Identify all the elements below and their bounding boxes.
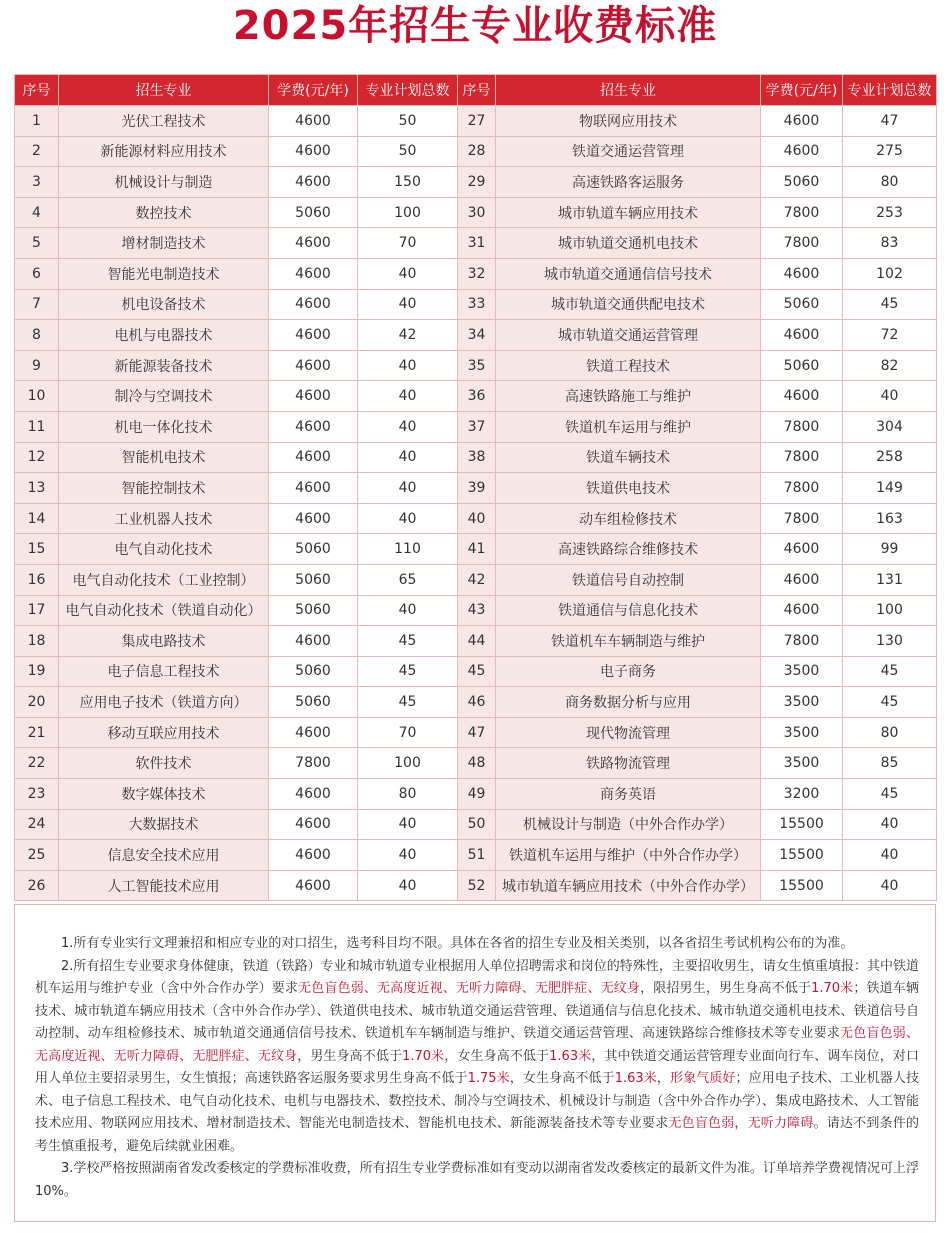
cell-fee-left: 4600 xyxy=(269,320,358,351)
cell-major-left: 大数据技术 xyxy=(59,809,269,840)
cell-no-left: 8 xyxy=(15,320,59,351)
cell-fee-left: 7800 xyxy=(269,748,358,779)
cell-fee-right: 3200 xyxy=(761,779,843,810)
note-text: 3.学校严格按照湖南省发改委核定的学费标准收费，所有招生专业学费标准如有变动以湖南省发改委核定的最新文件为准。订单培养学费视情况可上浮10%。 xyxy=(35,1161,919,1199)
cell-major-left: 新能源装备技术 xyxy=(59,350,269,381)
cell-major-right: 铁路物流管理 xyxy=(496,748,761,779)
cell-plan-right: 275 xyxy=(843,136,937,167)
table-row xyxy=(15,320,937,351)
cell-plan-left: 40 xyxy=(358,595,458,626)
cell-major-left: 人工智能技术应用 xyxy=(59,870,269,901)
cell-fee-left: 5060 xyxy=(269,595,358,626)
cell-no-right: 49 xyxy=(458,779,496,810)
cell-major-right: 铁道机车运用与维护 xyxy=(496,411,761,442)
cell-no-right: 38 xyxy=(458,442,496,473)
header-no-left: 序号 xyxy=(15,75,59,106)
note-text: 1.所有专业实行文理兼招和相应专业的对口招生，选考科目均不限。具体在各省的招生专业及相关类别，以各省招生考试机构公布的为准。 xyxy=(61,936,854,951)
cell-no-left: 6 xyxy=(15,258,59,289)
fee-table-container xyxy=(14,74,936,901)
cell-plan-right: 163 xyxy=(843,503,937,534)
cell-fee-right: 5060 xyxy=(761,167,843,198)
cell-no-right: 35 xyxy=(458,350,496,381)
cell-plan-right: 45 xyxy=(843,779,937,810)
cell-fee-left: 5060 xyxy=(269,687,358,718)
cell-fee-left: 4600 xyxy=(269,136,358,167)
note-text: ，男生身高不低于 xyxy=(297,1048,403,1064)
note-highlight: 无听力障碍 xyxy=(747,1116,814,1131)
cell-plan-right: 72 xyxy=(843,320,937,351)
cell-plan-left: 110 xyxy=(358,534,458,565)
cell-major-left: 电子信息工程技术 xyxy=(59,656,269,687)
cell-plan-left: 70 xyxy=(358,228,458,259)
note-text: ， xyxy=(656,1071,670,1086)
cell-no-left: 12 xyxy=(15,442,59,473)
cell-fee-right: 5060 xyxy=(761,289,843,320)
note-text: 2.所有招生专业要求身体健康，铁道（铁路）专业和城市轨道专业根据用人单位招聘需求和岗位的特殊性，主要招收男生，请女生慎重填报：其中铁道机车运用与维护专业（含中外合作办学）要求 xyxy=(35,958,919,996)
table-header-row xyxy=(15,75,937,106)
cell-major-right: 铁道供电技术 xyxy=(496,473,761,504)
note-paragraph xyxy=(35,956,919,1159)
cell-plan-left: 40 xyxy=(358,381,458,412)
cell-major-left: 制冷与空调技术 xyxy=(59,381,269,412)
table-row xyxy=(15,779,937,810)
cell-no-right: 33 xyxy=(458,289,496,320)
cell-no-left: 7 xyxy=(15,289,59,320)
cell-no-right: 39 xyxy=(458,473,496,504)
cell-fee-right: 15500 xyxy=(761,809,843,840)
table-row xyxy=(15,197,937,228)
cell-plan-left: 40 xyxy=(358,350,458,381)
cell-no-right: 44 xyxy=(458,626,496,657)
cell-plan-left: 40 xyxy=(358,258,458,289)
cell-major-right: 城市轨道车辆应用技术（中外合作办学） xyxy=(496,870,761,901)
cell-no-left: 10 xyxy=(15,381,59,412)
cell-fee-left: 4600 xyxy=(269,442,358,473)
cell-no-right: 28 xyxy=(458,136,496,167)
cell-no-right: 41 xyxy=(458,534,496,565)
cell-plan-right: 304 xyxy=(843,411,937,442)
cell-major-right: 城市轨道交通机电技术 xyxy=(496,228,761,259)
note-text: ， xyxy=(734,1116,748,1131)
cell-major-left: 电气自动化技术（工业控制） xyxy=(59,564,269,595)
cell-fee-right: 4600 xyxy=(761,595,843,626)
cell-plan-right: 149 xyxy=(843,473,937,504)
cell-no-left: 15 xyxy=(15,534,59,565)
cell-no-right: 51 xyxy=(458,840,496,871)
table-row xyxy=(15,503,937,534)
cell-major-left: 集成电路技术 xyxy=(59,626,269,657)
cell-major-left: 光伏工程技术 xyxy=(59,106,269,137)
note-highlight: 形象气质好 xyxy=(669,1071,736,1086)
header-plan-left: 专业计划总数 xyxy=(358,75,458,106)
cell-plan-left: 65 xyxy=(358,564,458,595)
note-text: ，女生身高不低于 xyxy=(509,1071,615,1086)
cell-no-right: 43 xyxy=(458,595,496,626)
cell-plan-left: 40 xyxy=(358,503,458,534)
cell-fee-left: 4600 xyxy=(269,167,358,198)
note-highlight: 1.70米 xyxy=(402,1048,445,1064)
cell-major-left: 应用电子技术（铁道方向） xyxy=(59,687,269,718)
cell-plan-left: 40 xyxy=(358,442,458,473)
cell-no-left: 16 xyxy=(15,564,59,595)
cell-fee-left: 4600 xyxy=(269,779,358,810)
cell-major-right: 高速铁路客运服务 xyxy=(496,167,761,198)
note-paragraph xyxy=(35,1158,919,1203)
cell-no-right: 32 xyxy=(458,258,496,289)
cell-no-left: 25 xyxy=(15,840,59,871)
cell-fee-left: 4600 xyxy=(269,350,358,381)
cell-plan-left: 45 xyxy=(358,687,458,718)
cell-plan-right: 45 xyxy=(843,687,937,718)
cell-plan-right: 40 xyxy=(843,870,937,901)
cell-major-right: 城市轨道交通通信信号技术 xyxy=(496,258,761,289)
note-text: ；铁道车辆技术、城市轨道车辆应用技术（含中外合作办学）、铁道供电技术、城市轨道交通运营管理、铁道通信与信息化技术、城市轨道交通机电技术、铁道信号自动控制、动车组检修技术、城市轨道交通通信信号技术、铁道机车车辆制造与维护、铁道交通运营管理、高速铁路综合维修技术等专业要求 xyxy=(35,981,919,1041)
cell-no-left: 13 xyxy=(15,473,59,504)
cell-major-left: 机械设计与制造 xyxy=(59,167,269,198)
cell-major-left: 电机与电器技术 xyxy=(59,320,269,351)
cell-plan-right: 131 xyxy=(843,564,937,595)
cell-major-right: 铁道通信与信息化技术 xyxy=(496,595,761,626)
cell-no-right: 29 xyxy=(458,167,496,198)
cell-fee-right: 4600 xyxy=(761,564,843,595)
cell-major-right: 机械设计与制造（中外合作办学） xyxy=(496,809,761,840)
cell-plan-right: 40 xyxy=(843,809,937,840)
cell-plan-right: 83 xyxy=(843,228,937,259)
cell-fee-right: 7800 xyxy=(761,473,843,504)
cell-no-right: 52 xyxy=(458,870,496,901)
cell-no-left: 3 xyxy=(15,167,59,198)
cell-no-left: 17 xyxy=(15,595,59,626)
cell-no-left: 9 xyxy=(15,350,59,381)
cell-fee-right: 3500 xyxy=(761,717,843,748)
cell-plan-left: 150 xyxy=(358,167,458,198)
table-row xyxy=(15,258,937,289)
cell-fee-left: 4600 xyxy=(269,106,358,137)
cell-fee-left: 4600 xyxy=(269,503,358,534)
cell-plan-left: 100 xyxy=(358,197,458,228)
note-highlight: 无色盲色弱 xyxy=(668,1116,735,1131)
cell-fee-right: 4600 xyxy=(761,106,843,137)
cell-no-right: 46 xyxy=(458,687,496,718)
fee-table xyxy=(14,74,937,901)
cell-fee-left: 5060 xyxy=(269,656,358,687)
table-row xyxy=(15,350,937,381)
header-major-right: 招生专业 xyxy=(496,75,761,106)
note-text: ；应用电子技术、工业机器人技术、电子信息工程技术、电气自动化技术、电机与电器技术、数控技术、制冷与空调技术、机械设计与制造（含中外合作办学）、集成电路技术、人工智能技术应用、物联网应用技术、增材制造技术、智能光电制造技术、智能机电技术、新能源装备技术等专业要求 xyxy=(35,1071,919,1131)
cell-no-right: 34 xyxy=(458,320,496,351)
cell-fee-right: 3500 xyxy=(761,687,843,718)
cell-plan-left: 40 xyxy=(358,473,458,504)
cell-major-left: 数控技术 xyxy=(59,197,269,228)
cell-no-left: 2 xyxy=(15,136,59,167)
cell-plan-right: 80 xyxy=(843,717,937,748)
table-row xyxy=(15,717,937,748)
cell-fee-right: 5060 xyxy=(761,350,843,381)
cell-plan-right: 40 xyxy=(843,381,937,412)
note-text: ，其中铁道交通运营管理专业面向行车、调车岗位，对口用人单位主要招录男生，女生慎报；高速铁路客运服务要求男生身高不低于 xyxy=(35,1048,919,1086)
cell-major-left: 智能光电制造技术 xyxy=(59,258,269,289)
notes-section xyxy=(14,904,936,1222)
cell-major-left: 机电设备技术 xyxy=(59,289,269,320)
header-fee-left: 学费(元/年) xyxy=(269,75,358,106)
cell-major-right: 铁道机车运用与维护（中外合作办学） xyxy=(496,840,761,871)
cell-fee-right: 4600 xyxy=(761,381,843,412)
cell-no-left: 24 xyxy=(15,809,59,840)
cell-plan-right: 82 xyxy=(843,350,937,381)
cell-plan-right: 253 xyxy=(843,197,937,228)
cell-major-right: 电子商务 xyxy=(496,656,761,687)
cell-no-left: 11 xyxy=(15,411,59,442)
cell-plan-left: 42 xyxy=(358,320,458,351)
table-row xyxy=(15,167,937,198)
table-row xyxy=(15,595,937,626)
header-no-right: 序号 xyxy=(458,75,496,106)
table-row xyxy=(15,564,937,595)
cell-plan-left: 45 xyxy=(358,656,458,687)
cell-plan-left: 70 xyxy=(358,717,458,748)
cell-plan-right: 99 xyxy=(843,534,937,565)
cell-plan-right: 85 xyxy=(843,748,937,779)
cell-plan-right: 40 xyxy=(843,840,937,871)
cell-plan-left: 40 xyxy=(358,840,458,871)
cell-fee-left: 4600 xyxy=(269,381,358,412)
cell-plan-right: 102 xyxy=(843,258,937,289)
note-paragraph xyxy=(35,933,919,956)
cell-fee-left: 4600 xyxy=(269,809,358,840)
table-row xyxy=(15,381,937,412)
cell-no-right: 37 xyxy=(458,411,496,442)
cell-major-right: 现代物流管理 xyxy=(496,717,761,748)
cell-plan-left: 45 xyxy=(358,626,458,657)
cell-plan-left: 40 xyxy=(358,809,458,840)
cell-major-left: 信息安全技术应用 xyxy=(59,840,269,871)
note-highlight: 1.63米 xyxy=(549,1048,592,1064)
cell-fee-right: 7800 xyxy=(761,442,843,473)
cell-major-right: 商务英语 xyxy=(496,779,761,810)
cell-fee-left: 5060 xyxy=(269,197,358,228)
table-row xyxy=(15,840,937,871)
cell-plan-left: 80 xyxy=(358,779,458,810)
cell-major-left: 智能机电技术 xyxy=(59,442,269,473)
cell-fee-left: 4600 xyxy=(269,840,358,871)
table-row xyxy=(15,106,937,137)
table-row xyxy=(15,473,937,504)
cell-fee-right: 4600 xyxy=(761,258,843,289)
cell-no-right: 50 xyxy=(458,809,496,840)
cell-major-right: 铁道工程技术 xyxy=(496,350,761,381)
cell-plan-left: 100 xyxy=(358,748,458,779)
cell-fee-right: 7800 xyxy=(761,411,843,442)
cell-fee-left: 5060 xyxy=(269,564,358,595)
table-row xyxy=(15,809,937,840)
cell-major-left: 软件技术 xyxy=(59,748,269,779)
cell-major-right: 铁道交通运营管理 xyxy=(496,136,761,167)
cell-plan-left: 50 xyxy=(358,136,458,167)
note-highlight: 无色盲色弱、无高度近视、无听力障碍、无肥胖症、无纹身 xyxy=(35,1026,919,1064)
table-row xyxy=(15,442,937,473)
note-text: ，限招男生，男生身高不低于 xyxy=(640,981,812,996)
table-row xyxy=(15,748,937,779)
cell-fee-right: 3500 xyxy=(761,748,843,779)
cell-no-left: 19 xyxy=(15,656,59,687)
table-row xyxy=(15,626,937,657)
header-major-left: 招生专业 xyxy=(59,75,269,106)
cell-major-right: 铁道机车车辆制造与维护 xyxy=(496,626,761,657)
cell-major-right: 高速铁路施工与维护 xyxy=(496,381,761,412)
cell-major-right: 物联网应用技术 xyxy=(496,106,761,137)
cell-fee-left: 5060 xyxy=(269,534,358,565)
cell-plan-left: 40 xyxy=(358,289,458,320)
cell-no-left: 26 xyxy=(15,870,59,901)
cell-fee-right: 4600 xyxy=(761,534,843,565)
cell-major-right: 城市轨道交通供配电技术 xyxy=(496,289,761,320)
cell-plan-right: 80 xyxy=(843,167,937,198)
cell-fee-right: 15500 xyxy=(761,840,843,871)
table-row xyxy=(15,534,937,565)
cell-major-left: 增材制造技术 xyxy=(59,228,269,259)
cell-major-right: 铁道车辆技术 xyxy=(496,442,761,473)
cell-major-right: 动车组检修技术 xyxy=(496,503,761,534)
cell-no-left: 18 xyxy=(15,626,59,657)
cell-fee-left: 4600 xyxy=(269,228,358,259)
header-plan-right: 专业计划总数 xyxy=(843,75,937,106)
table-row xyxy=(15,411,937,442)
note-text: 。请达不到条件的考生慎重报考，避免后续就业困难。 xyxy=(35,1116,919,1154)
cell-no-right: 31 xyxy=(458,228,496,259)
cell-plan-right: 45 xyxy=(843,289,937,320)
note-highlight: 1.70米 xyxy=(811,981,854,996)
table-row xyxy=(15,870,937,901)
cell-plan-right: 47 xyxy=(843,106,937,137)
cell-plan-left: 50 xyxy=(358,106,458,137)
cell-no-right: 47 xyxy=(458,717,496,748)
cell-major-left: 机电一体化技术 xyxy=(59,411,269,442)
cell-fee-right: 7800 xyxy=(761,197,843,228)
cell-no-left: 21 xyxy=(15,717,59,748)
cell-fee-left: 4600 xyxy=(269,473,358,504)
page-title: 2025年招生专业收费标准 xyxy=(232,3,718,49)
cell-fee-right: 7800 xyxy=(761,503,843,534)
cell-fee-left: 4600 xyxy=(269,258,358,289)
cell-no-left: 23 xyxy=(15,779,59,810)
cell-fee-left: 4600 xyxy=(269,289,358,320)
cell-no-left: 22 xyxy=(15,748,59,779)
table-row xyxy=(15,289,937,320)
cell-plan-right: 100 xyxy=(843,595,937,626)
cell-major-left: 新能源材料应用技术 xyxy=(59,136,269,167)
note-highlight: 1.63米 xyxy=(614,1071,657,1086)
cell-plan-left: 40 xyxy=(358,411,458,442)
cell-fee-left: 4600 xyxy=(269,870,358,901)
cell-no-left: 14 xyxy=(15,503,59,534)
cell-major-left: 电气自动化技术（铁道自动化） xyxy=(59,595,269,626)
cell-major-left: 移动互联应用技术 xyxy=(59,717,269,748)
cell-major-left: 电气自动化技术 xyxy=(59,534,269,565)
cell-major-right: 高速铁路综合维修技术 xyxy=(496,534,761,565)
cell-major-right: 城市轨道车辆应用技术 xyxy=(496,197,761,228)
cell-fee-left: 4600 xyxy=(269,411,358,442)
cell-major-left: 数字媒体技术 xyxy=(59,779,269,810)
cell-no-right: 45 xyxy=(458,656,496,687)
table-body xyxy=(15,106,937,901)
table-row xyxy=(15,136,937,167)
cell-no-right: 30 xyxy=(458,197,496,228)
cell-plan-right: 258 xyxy=(843,442,937,473)
cell-no-left: 20 xyxy=(15,687,59,718)
cell-no-left: 5 xyxy=(15,228,59,259)
table-row xyxy=(15,687,937,718)
cell-no-left: 4 xyxy=(15,197,59,228)
cell-major-right: 铁道信号自动控制 xyxy=(496,564,761,595)
cell-no-right: 40 xyxy=(458,503,496,534)
cell-major-left: 智能控制技术 xyxy=(59,473,269,504)
cell-fee-right: 15500 xyxy=(761,870,843,901)
cell-fee-right: 3500 xyxy=(761,656,843,687)
cell-no-left: 1 xyxy=(15,106,59,137)
note-highlight: 无色盲色弱、无高度近视、无听力障碍、无肥胖症、无纹身 xyxy=(298,981,641,996)
cell-fee-right: 4600 xyxy=(761,320,843,351)
cell-no-right: 42 xyxy=(458,564,496,595)
cell-fee-right: 4600 xyxy=(761,136,843,167)
table-row xyxy=(15,228,937,259)
cell-fee-left: 4600 xyxy=(269,717,358,748)
note-text: ，女生身高不低于 xyxy=(444,1048,550,1064)
cell-plan-right: 45 xyxy=(843,656,937,687)
cell-fee-left: 4600 xyxy=(269,626,358,657)
note-highlight: 1.75米 xyxy=(467,1071,510,1086)
cell-plan-left: 40 xyxy=(358,870,458,901)
cell-fee-right: 7800 xyxy=(761,228,843,259)
cell-major-left: 工业机器人技术 xyxy=(59,503,269,534)
cell-no-right: 27 xyxy=(458,106,496,137)
header-fee-right: 学费(元/年) xyxy=(761,75,843,106)
cell-no-right: 48 xyxy=(458,748,496,779)
cell-major-right: 城市轨道交通运营管理 xyxy=(496,320,761,351)
cell-fee-right: 7800 xyxy=(761,626,843,657)
cell-no-right: 36 xyxy=(458,381,496,412)
table-row xyxy=(15,656,937,687)
cell-plan-right: 130 xyxy=(843,626,937,657)
cell-major-right: 商务数据分析与应用 xyxy=(496,687,761,718)
